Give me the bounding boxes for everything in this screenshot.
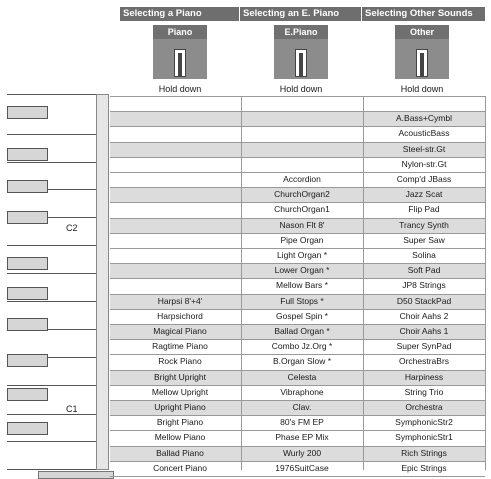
- table-row: [110, 172, 485, 187]
- black-key: [7, 211, 48, 224]
- row-separator: [110, 385, 485, 386]
- table-right-border: [485, 96, 486, 470]
- row-separator: [110, 354, 485, 355]
- table-row: [110, 202, 485, 217]
- white-key-divider: [7, 414, 96, 415]
- row-separator: [110, 157, 485, 158]
- cell-epiano: Gospel Spin *: [276, 310, 328, 321]
- table-row: [110, 461, 485, 476]
- cell-other: Trancy Synth: [399, 219, 449, 230]
- cell-other: Epic Strings: [401, 462, 447, 473]
- cell-other: JP8 Strings: [402, 280, 446, 291]
- white-key-divider: [7, 469, 96, 470]
- row-separator: [110, 126, 485, 127]
- epiano-button-key-icon: [295, 49, 307, 77]
- table-row: [110, 339, 485, 354]
- cell-piano: Bright Piano: [156, 417, 204, 428]
- row-separator: [110, 324, 485, 325]
- cell-other: OrchestraBrs: [398, 356, 450, 367]
- column-header-other: [362, 7, 485, 21]
- cell-other: Soft Pad: [407, 265, 441, 276]
- cell-piano: Mellow Piano: [154, 432, 206, 443]
- table-row: [110, 370, 485, 385]
- cell-piano: [120, 126, 240, 141]
- other-button-key-icon: [416, 49, 428, 77]
- keyboard-bottom-key: [38, 471, 114, 479]
- cell-epiano: [243, 111, 361, 126]
- cell-epiano: Nason Flt 8': [279, 219, 325, 230]
- cell-other: AcousticBass: [398, 128, 450, 139]
- table-row: [110, 324, 485, 339]
- table-row: [110, 248, 485, 263]
- cell-epiano: Vibraphone: [280, 386, 324, 397]
- cell-other: Nylon-str.Gt: [401, 158, 447, 169]
- other-button[interactable]: [395, 25, 449, 79]
- cell-piano: Concert Piano: [153, 462, 207, 473]
- cell-epiano: Clav.: [292, 402, 312, 412]
- black-key: [7, 422, 48, 435]
- table-row: [110, 430, 485, 445]
- cell-other: Rich Strings: [401, 447, 447, 458]
- row-separator: [110, 187, 485, 188]
- cell-other: Steel-str.Gt: [402, 143, 446, 154]
- table-row: [110, 400, 485, 415]
- cell-epiano: [243, 142, 361, 157]
- cell-piano: [120, 248, 240, 263]
- cell-piano: [120, 96, 240, 111]
- cell-piano: [120, 157, 240, 172]
- white-key-divider: [7, 273, 96, 274]
- cell-other: Orchestra: [405, 402, 443, 412]
- cell-epiano: [243, 126, 361, 141]
- cell-epiano: Celesta: [287, 371, 317, 382]
- column-header-other-text: Selecting Other Sounds: [365, 8, 473, 19]
- piano-hold-hint: Hold down: [158, 84, 202, 94]
- cell-piano: Mellow Upright: [151, 386, 209, 397]
- cell-other: [364, 96, 484, 111]
- cell-other: Choir Aahs 2: [399, 310, 449, 321]
- cell-epiano: 1976SuitCase: [275, 462, 329, 473]
- row-separator: [110, 476, 485, 477]
- cell-other: Solina: [412, 250, 436, 260]
- cell-epiano: B.Organ Slow *: [272, 356, 332, 367]
- row-separator: [110, 202, 485, 203]
- key-label-c1: C1: [66, 404, 78, 414]
- other-button-label: Other: [395, 25, 449, 39]
- row-separator: [110, 96, 485, 97]
- table-row: [110, 309, 485, 324]
- cell-piano: [120, 172, 240, 187]
- cell-epiano: Pipe Organ: [280, 234, 324, 245]
- row-separator: [110, 263, 485, 264]
- black-key: [7, 148, 48, 161]
- row-separator: [110, 461, 485, 462]
- column-header-epiano-text: Selecting an E. Piano: [243, 8, 340, 19]
- row-separator: [110, 278, 485, 279]
- row-separator: [110, 111, 485, 112]
- keyboard-edge: [96, 94, 109, 470]
- row-separator: [110, 339, 485, 340]
- table-row: [110, 385, 485, 400]
- epiano-hold-hint: Hold down: [279, 84, 323, 94]
- white-key-divider: [7, 245, 96, 246]
- cell-epiano: [243, 96, 361, 111]
- piano-button-label: Piano: [153, 25, 207, 39]
- cell-other: Harpiness: [404, 371, 444, 382]
- cell-epiano: Lower Organ *: [274, 265, 330, 276]
- cell-epiano: Accordion: [283, 174, 321, 184]
- cell-other: D50 StackPad: [396, 295, 452, 306]
- white-key-divider: [7, 385, 96, 386]
- table-row: [110, 187, 485, 202]
- cell-piano: Bright Upright: [154, 371, 206, 382]
- piano-button[interactable]: [153, 25, 207, 79]
- cell-epiano: ChurchOrgan1: [274, 204, 330, 215]
- cell-epiano: Mellow Bars *: [276, 280, 328, 291]
- cell-piano: [120, 142, 240, 157]
- black-key: [7, 318, 48, 331]
- table-row: [110, 263, 485, 278]
- table-row: [110, 142, 485, 157]
- cell-piano: [120, 233, 240, 248]
- key-label-c2: C2: [66, 223, 78, 233]
- column-header-piano-text: Selecting a Piano: [123, 8, 202, 19]
- cell-epiano: Ballad Organ *: [274, 326, 330, 336]
- cell-piano: Harpsichord: [157, 310, 203, 321]
- cell-piano: [120, 278, 240, 293]
- table-row: [110, 278, 485, 293]
- cell-piano: Magical Piano: [153, 326, 207, 336]
- table-row: [110, 157, 485, 172]
- cell-piano: [120, 263, 240, 278]
- epiano-button[interactable]: [274, 25, 328, 79]
- black-key: [7, 106, 48, 119]
- cell-piano: [120, 202, 240, 217]
- table-row: [110, 354, 485, 369]
- black-key: [7, 257, 48, 270]
- cell-other: Super SynPad: [396, 341, 452, 352]
- row-separator: [110, 309, 485, 310]
- cell-epiano: Combo Jz.Org *: [271, 341, 333, 352]
- white-key-divider: [7, 441, 96, 442]
- black-key: [7, 354, 48, 367]
- white-key-divider: [7, 94, 96, 95]
- row-separator: [110, 233, 485, 234]
- other-hold-hint: Hold down: [400, 84, 444, 94]
- epiano-button-label: E.Piano: [274, 25, 328, 39]
- cell-epiano: [243, 157, 361, 172]
- cell-piano: [120, 111, 240, 126]
- white-key-divider: [7, 162, 96, 163]
- cell-piano: Harpsi 8'+4': [157, 295, 203, 306]
- table-row: [110, 415, 485, 430]
- white-key-divider: [7, 134, 96, 135]
- table-row: [110, 294, 485, 309]
- cell-epiano: Wurly 200: [282, 447, 322, 458]
- column-divider: [241, 96, 242, 470]
- row-separator: [110, 172, 485, 173]
- table-row: [110, 96, 485, 111]
- cell-other: Comp'd JBass: [396, 174, 452, 184]
- cell-other: String Trio: [404, 386, 444, 397]
- cell-piano: Ragtime Piano: [152, 341, 208, 352]
- row-separator: [110, 218, 485, 219]
- cell-epiano: Light Organ *: [276, 250, 328, 260]
- cell-other: SymphonicStr1: [395, 432, 453, 443]
- row-separator: [110, 400, 485, 401]
- table-row: [110, 111, 485, 126]
- table-row: [110, 218, 485, 233]
- cell-other: Choir Aahs 1: [399, 326, 449, 336]
- cell-piano: Rock Piano: [158, 356, 202, 367]
- cell-piano: [120, 187, 240, 202]
- white-key-divider: [7, 301, 96, 302]
- cell-piano: [120, 218, 240, 233]
- cell-epiano: Phase EP Mix: [275, 432, 329, 443]
- table-row: [110, 446, 485, 461]
- table-row: [110, 233, 485, 248]
- column-header-piano: [120, 7, 239, 21]
- black-key: [7, 287, 48, 300]
- row-separator: [110, 446, 485, 447]
- row-separator: [110, 370, 485, 371]
- cell-epiano: ChurchOrgan2: [274, 189, 330, 200]
- cell-piano: Ballad Piano: [156, 447, 204, 458]
- black-key: [7, 388, 48, 401]
- cell-epiano: 80's FM EP: [280, 417, 324, 428]
- column-header-epiano: [240, 7, 361, 21]
- cell-other: SymphonicStr2: [395, 417, 453, 428]
- cell-piano: Upright Piano: [154, 402, 206, 412]
- piano-button-key-icon: [174, 49, 186, 77]
- cell-other: Jazz Scat: [405, 189, 443, 200]
- column-divider: [363, 96, 364, 470]
- row-separator: [110, 294, 485, 295]
- cell-other: A.Bass+Cymbl: [396, 113, 452, 124]
- table-row: [110, 126, 485, 141]
- row-separator: [110, 415, 485, 416]
- row-separator: [110, 142, 485, 143]
- row-separator: [110, 248, 485, 249]
- cell-other: Super Saw: [403, 234, 445, 245]
- black-key: [7, 180, 48, 193]
- row-separator: [110, 430, 485, 431]
- cell-epiano: Full Stops *: [280, 295, 324, 306]
- cell-other: Flip Pad: [408, 204, 440, 215]
